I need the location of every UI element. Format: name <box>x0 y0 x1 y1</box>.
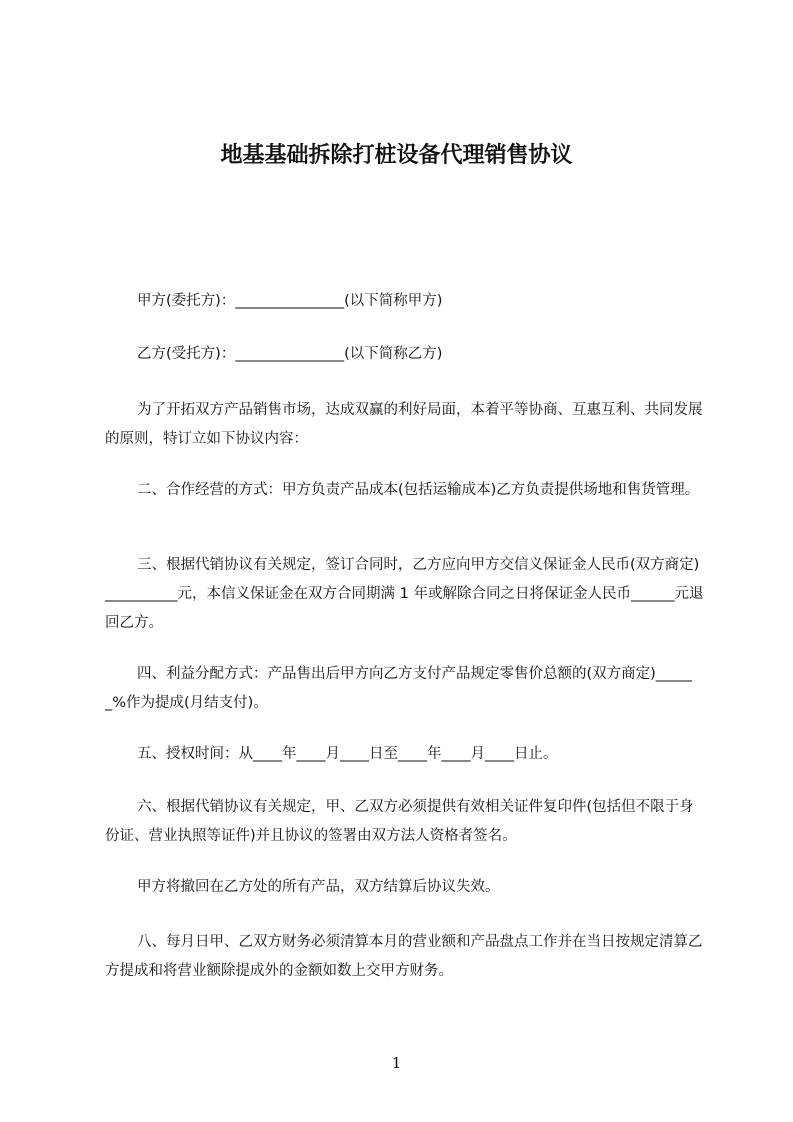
preamble-paragraph: 为了开拓双方产品销售市场，达成双赢的利好局面，本着平等协商、互惠互利、共同发展的原则，特订立如下协议内容： <box>105 402 703 447</box>
page-number: 1 <box>391 1054 402 1072</box>
document-title: 地基基础拆除打桩设备代理销售协议 <box>220 143 573 168</box>
clause-2-paragraph: 二、合作经营的方式：甲方负责产品成本(包括运输成本)乙方负责提供场地和售货管理。 <box>137 482 700 498</box>
party-b-line: 乙方(受托方)：_______________(以下简称乙方) <box>137 346 443 362</box>
clause-8-paragraph: 八、每月日甲、乙双方财务必须清算本月的营业额和产品盘点工作并在当日按规定清算乙方提成和将营业额除提成外的金额如数上交甲方财务。 <box>105 934 703 979</box>
clause-5-paragraph: 五、授权时间：从____年____月____日至____年____月____日止。 <box>137 746 558 762</box>
clause-6-paragraph: 六、根据代销协议有关规定，甲、乙双方必须提供有效相关证件复印件(包括但不限于身份证、营业执照等证件)并且协议的签署由双方法人资格者签名。 <box>105 799 694 844</box>
withdrawal-paragraph: 甲方将撤回在乙方处的所有产品，双方结算后协议失效。 <box>137 879 500 895</box>
clause-3-paragraph: 三、根据代销协议有关规定，签订合同时，乙方应向甲方交信义保证金人民币(双方商定)__________元，本信义保证金在双方合同期满 1 年或解除合同之日将保证金人民币______元退回乙方。 <box>105 557 704 631</box>
clause-4-paragraph: 四、利益分配方式：产品售出后甲方向乙方支付产品规定零售价总额的(双方商定)______%作为提成(月结支付)。 <box>105 666 693 711</box>
party-a-line: 甲方(委托方)：_______________(以下简称甲方) <box>137 293 443 309</box>
